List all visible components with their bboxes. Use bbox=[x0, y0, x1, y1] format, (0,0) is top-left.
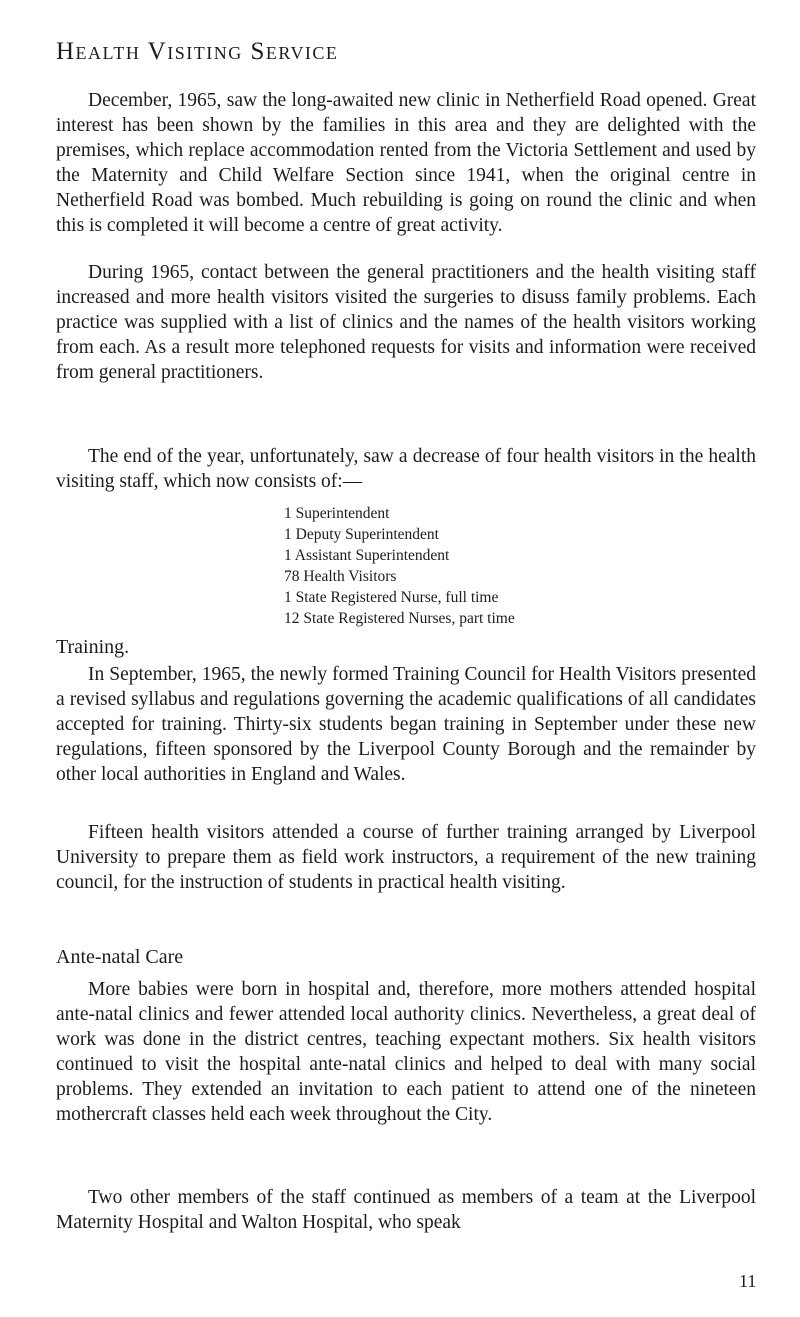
page-number: 11 bbox=[739, 1271, 757, 1291]
page-title: Health Visiting Service bbox=[56, 38, 339, 65]
staff-list-item: 12 State Registered Nurses, part time bbox=[284, 610, 515, 627]
staff-list-item: 78 Health Visitors bbox=[284, 568, 397, 585]
staff-list-item: 1 Superintendent bbox=[284, 505, 390, 522]
staff-list-item: 1 Deputy Superintendent bbox=[284, 526, 439, 543]
paragraph-training-council: In September, 1965, the newly formed Training Council for Health Visitors presented a revised syllabus and regulations governing the academic qualifications of all candidates accepted for training. Thirty-six students began training in September under these new regulations, fifteen sponsored by the Liverpool County Borough and the remainder by other local authorities in England and Wales. bbox=[56, 664, 756, 785]
paragraph-general-practitioners: During 1965, contact between the general practitioners and the health visiting staff increased and more health visitors visited the surgeries to disuss family problems. Each practice was supplied with a list of clinics and the names of the health visitors working from each. As a result more telephoned requests for visits and information were received from general practitioners. bbox=[56, 262, 756, 383]
paragraph-staff-decrease: The end of the year, unfortunately, saw a decrease of four health visitors in the health visiting staff, which now consists of:— bbox=[56, 446, 756, 492]
paragraph-team: Two other members of the staff continued as members of a team at the Liverpool Maternity Hospital and Walton Hospital, who speak bbox=[56, 1187, 756, 1233]
staff-list-item: 1 State Registered Nurse, full time bbox=[284, 589, 499, 606]
paragraph-field-work: Fifteen health visitors attended a course of further training arranged by Liverpool University to prepare them as field work instructors, a requirement of the new training council, for the instruction of students in practical health visiting. bbox=[56, 822, 756, 893]
paragraph-antenatal: More babies were born in hospital and, therefore, more mothers attended hospital ante-natal clinics and fewer attended local authority clinics. Nevertheless, a great deal of work was done in the district centres, teaching expectant mothers. Six health visitors continued to visit the hospital ante-natal clinics and helped to deal with many social problems. They extended an invitation to each patient to attend one of the nineteen mothercraft classes held each week throughout the City. bbox=[56, 979, 756, 1125]
paragraph-new-clinic: December, 1965, saw the long-awaited new clinic in Netherfield Road opened. Great interest has been shown by the families in this area and they are delighted with the premises, which replace accommodation rented from the Victoria Settlement and used by the Maternity and Child Welfare Section since 1941, when the original centre in Netherfield Road was bombed. Much rebuilding is going on round the clinic and when this is completed it will become a centre of great activity. bbox=[56, 90, 756, 236]
staff-list bbox=[284, 503, 515, 629]
staff-list-item: 1 Assistant Superintendent bbox=[284, 547, 450, 564]
section-title-training: Training. bbox=[56, 636, 130, 658]
section-title-antenatal: Ante-natal Care bbox=[56, 946, 184, 968]
